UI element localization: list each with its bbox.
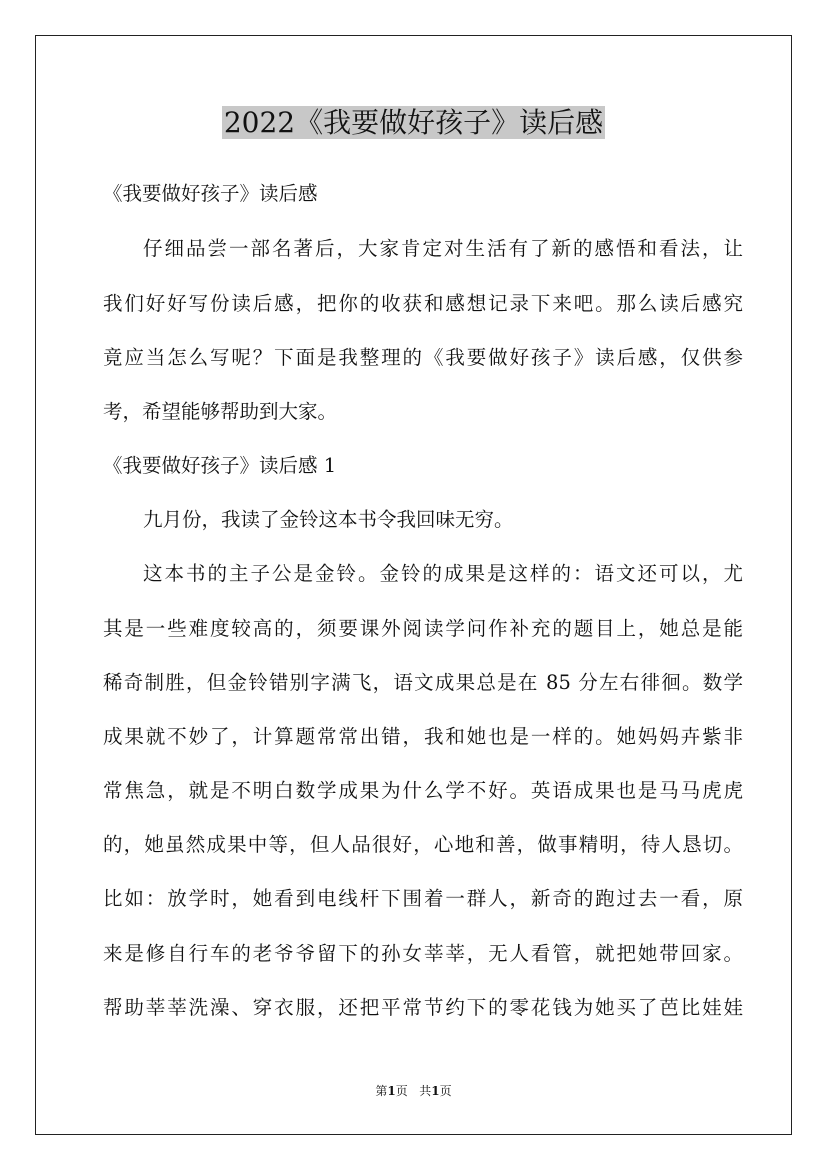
footer-total-suffix: 页 — [439, 1084, 452, 1098]
text-line: 仔细品尝一部名著后，大家肯定对生活有了新的感悟和看法，让 — [143, 237, 743, 260]
document-title-text: 2022《我要做好孩子》读后感 — [223, 106, 604, 139]
footer-total-prefix: 共 — [419, 1084, 432, 1098]
page-footer — [0, 1082, 827, 1100]
text-line: 成果就不妙了，计算题常常出错，我和她也是一样的。她妈妈卉紫非 — [103, 725, 743, 748]
document-title — [0, 103, 827, 143]
text-line: 竟应当怎么写呢？下面是我整理的《我要做好孩子》读后感，仅供参 — [103, 346, 743, 369]
text-line: 来是修自行车的老爷爷留下的孙女莘莘，无人看管，就把她带回家。 — [103, 942, 743, 965]
text-line: 稀奇制胜，但金铃错别字满飞，语文成果总是在 85 分左右徘徊。数学 — [103, 671, 743, 694]
text-line: 的，她虽然成果中等，但人品很好，心地和善，做事精明，待人恳切。 — [103, 833, 743, 856]
text-line: 九月份，我读了金铃这本书令我回味无穷。 — [143, 508, 514, 531]
footer-page-suffix: 页 — [395, 1084, 408, 1098]
footer-page-number: 1 — [387, 1084, 396, 1098]
text-line: 其是一些难度较高的，须要课外阅读学问作补充的题目上，她总是能 — [103, 617, 743, 640]
footer-total-number: 1 — [431, 1084, 440, 1098]
text-line: 帮助莘莘洗澡、穿衣服，还把平常节约下的零花钱为她买了芭比娃娃 — [103, 996, 743, 1019]
text-line: 我们好好写份读后感，把你的收获和感想记录下来吧。那么读后感究 — [103, 292, 743, 315]
text-line: 考，希望能够帮助到大家。 — [103, 400, 338, 423]
text-line: 这本书的主子公是金铃。金铃的成果是这样的：语文还可以，尤 — [143, 562, 743, 585]
footer-page-prefix: 第 — [375, 1084, 388, 1098]
text-line: 比如：放学时，她看到电线杆下围着一群人，新奇的跑过去一看，原 — [103, 887, 743, 910]
text-line: 常焦急，就是不明白数学成果为什么学不好。英语成果也是马马虎虎 — [103, 779, 743, 802]
heading-line: 《我要做好孩子》读后感 1 — [103, 454, 337, 477]
heading-line: 《我要做好孩子》读后感 — [103, 182, 318, 205]
